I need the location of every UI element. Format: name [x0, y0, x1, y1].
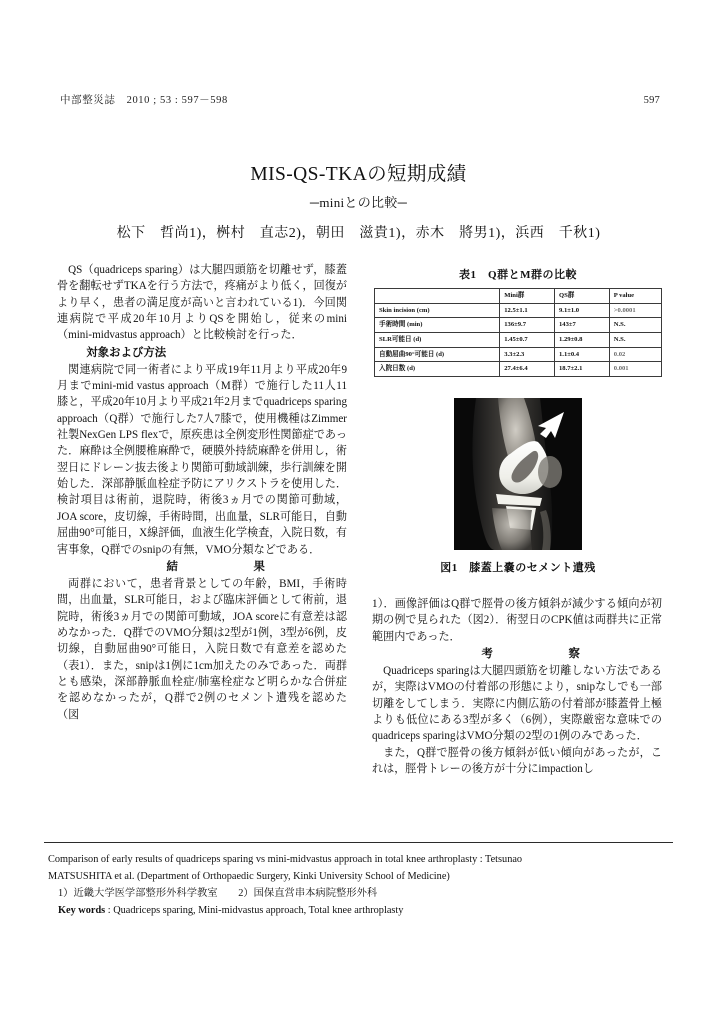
paragraph-results-cont: 1）．画像評価はQ群で脛骨の後方傾斜が減少する傾向が初期の例で見られた（図2）．術翌日のCPK値は両群共に正常範囲内であった．	[372, 598, 662, 643]
table-cell-mini: 3.3±2.3	[500, 347, 555, 362]
table-cell-mini: 1.45±0.7	[500, 332, 555, 347]
footer-block	[48, 851, 672, 919]
table-cell-label: SLR可能日 (d)	[375, 332, 500, 347]
table-header-pvalue: P value	[609, 289, 661, 304]
table-cell-qs: 143±7	[555, 318, 610, 333]
table-body	[375, 303, 662, 376]
page-number: 597	[643, 95, 660, 106]
table-cell-qs: 18.7±2.1	[555, 362, 610, 377]
table-row	[375, 332, 662, 347]
table-cell-label: 入院日数 (d)	[375, 362, 500, 377]
page-title: MIS-QS-TKAの短期成績	[250, 164, 467, 185]
table-header-blank	[375, 289, 500, 304]
table-cell-mini: 12.5±1.1	[500, 303, 555, 318]
table-cell-mini: 27.4±6.4	[500, 362, 555, 377]
table-row	[375, 303, 662, 318]
figure-1-block	[372, 398, 664, 575]
body-column-left	[57, 262, 347, 723]
comparison-table	[374, 288, 662, 377]
paragraph-results: 両群において，患者背景としての年齢，BMI，手術時間，出血量，SLR可能日，および臨床評価として術前，退院時，術後3ヵ月での関節可動域，JOA scoreに有意差は認めなかった．Q群でのVMO分類は2型が1例，3型が6例，皮切線，自動屈曲90°可能日，入院日数で有意差を認めた（表1）．また，snipは1例に1cm加えたのみであった．両群とも感染，深部静脈血栓症/肺塞栓症など明らかな合併症を認めなかったが，Q群で2例のセメント遺残を認めた（図	[57, 577, 347, 721]
table-cell-qs: 1.1±0.4	[555, 347, 610, 362]
body-column-right	[372, 596, 662, 777]
xray-image	[454, 398, 582, 550]
paragraph-intro: QS（quadriceps sparing）は大腿四頭筋を切離せず，膝蓋骨を翻転せずTKAを行う方法で，疼痛がより低く，回復がより早く，患者の満足度が高いと言われている1)．今回関連病院で平成20年10月よりQSを開始し，従来のmini（mini-midvastus approach）と比較検討を行った．	[57, 264, 347, 342]
table-cell-mini: 136±9.7	[500, 318, 555, 333]
table-cell-label: 手術時間 (min)	[375, 318, 500, 333]
heading-discussion: 考 察	[481, 648, 586, 661]
journal-citation: 中部整災誌 2010 ; 53 : 597－598	[60, 95, 228, 106]
lateral-knee-xray-graphic	[454, 398, 582, 550]
footer-affiliations: 1）近畿大学医学部整形外科学教室 2）国保直営串本病院整形外科	[58, 888, 378, 899]
table-header-qs: QS群	[555, 289, 610, 304]
table-cell-label: Skin incision (cm)	[375, 303, 500, 318]
table-cell-pvalue: >0.0001	[609, 303, 661, 318]
footer-english-title: Comparison of early results of quadriceps sparing vs mini-midvastus approach in total knee arthroplasty : Tetsunao	[48, 854, 523, 865]
table-row	[375, 318, 662, 333]
table-cell-qs: 9.1±1.0	[555, 303, 610, 318]
footer-english-affiliation: MATSUSHITA et al. (Department of Orthopaedic Surgery, Kinki University School of Medicine)	[48, 871, 450, 882]
table-header-mini: Mini群	[500, 289, 555, 304]
footer-divider	[44, 842, 673, 843]
table-1-block	[372, 266, 664, 377]
table-caption: 表1 Q群とM群の比較	[459, 269, 577, 281]
table-row	[375, 347, 662, 362]
table-cell-pvalue: 0.02	[609, 347, 661, 362]
heading-results: 結 果	[166, 560, 271, 573]
keywords-label: Key words	[58, 905, 106, 916]
author-list: 松下 哲尚1)，桝村 直志2)，朝田 滋貴1)，赤木 將男1)，浜西 千秋1)	[116, 226, 601, 241]
page-subtitle: ─miniとの比較─	[309, 195, 408, 210]
paragraph-discussion-2: また，Q群で脛骨の後方傾斜が低い傾向があったが，これは，脛骨トレーの後方が十分にimpactionし	[372, 746, 662, 776]
table-row	[375, 362, 662, 377]
paragraph-methods: 関連病院で同一術者により平成19年11月より平成20年9月までmini-mid vastus approach（M群）で施行した11人11膝と，平成20年10月より平成21年2月までquadriceps sparing approach（Q群）で施行した7人7膝で，使用機種はZimmer社製NexGen LPS flexで，原疾患は全例変形性関節症であった．麻酔は全例腰椎麻酔で，硬膜外持続麻酔を併用し，術翌日にドレーン抜去後より関節可動域訓練，歩行訓練を開始した．深部静脈血栓症予防にアリクストラを使用した．検討項目は術前，退院時，術後3ヵ月での関節可動域，JOA score，皮切線，手術時間，出血量，SLR可能日，自動屈曲90°可能日，X線評価，血液生化学検査，入院日数，有害事象，Q群でのsnipの有無，VMO分類などである．	[57, 363, 347, 556]
paragraph-discussion-1: Quadriceps sparingは大腿四頭筋を切離しない方法であるが，実際はVMOの付着部の形態により，snipなしでも一部切離をしてしまう．実際に内側広筋の付着部が膝蓋骨上極よりも低位にある3型が多く（6例），実際厳密な意味でのquadriceps sparingはVMO分類の2型の1例のみであった．	[372, 665, 662, 743]
table-cell-label: 自動屈曲90°可能日 (d)	[375, 347, 500, 362]
table-cell-qs: 1.29±0.8	[555, 332, 610, 347]
table-cell-pvalue: N.S.	[609, 318, 661, 333]
footer-keywords	[48, 902, 672, 919]
table-cell-pvalue: 0.001	[609, 362, 661, 377]
table-cell-pvalue: N.S.	[609, 332, 661, 347]
table-header-row	[375, 289, 662, 304]
keywords-value: : Quadriceps sparing, Mini-midvastus approach, Total knee arthroplasty	[105, 905, 404, 916]
heading-methods: 対象および方法	[86, 346, 167, 359]
running-head	[60, 92, 660, 107]
figure-caption: 図1 膝蓋上嚢のセメント遺残	[440, 562, 596, 574]
